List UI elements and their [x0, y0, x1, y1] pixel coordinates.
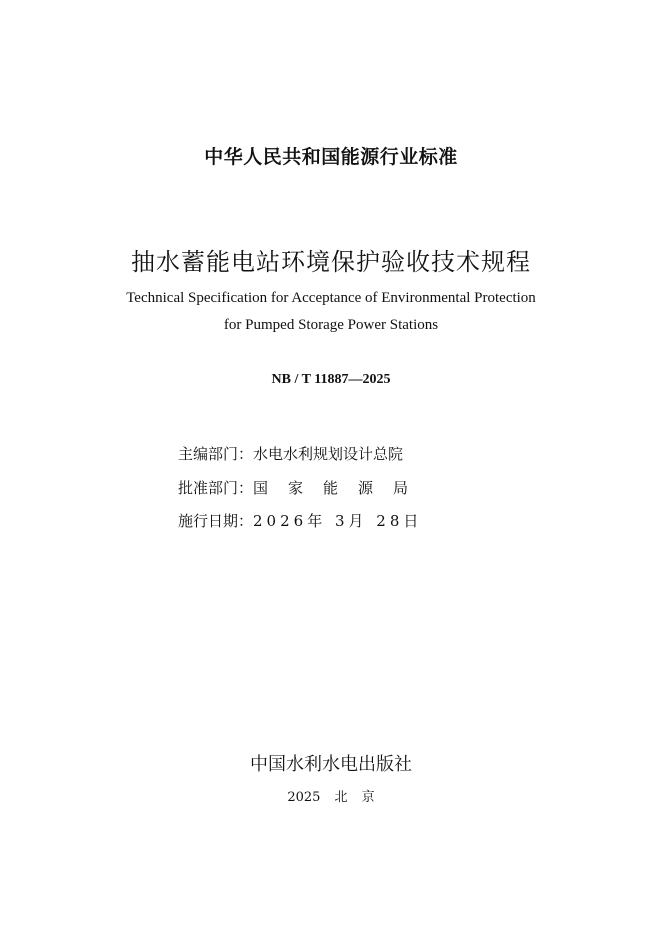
- publisher-name: 中国水利水电出版社: [250, 754, 412, 775]
- approver-row: [178, 477, 428, 498]
- document-title-chinese: 抽水蓄能电站环境保护验收技术规程: [131, 248, 531, 276]
- standard-number: NB / T 11887—2025: [271, 372, 391, 387]
- editor-value: 水电水利规划设计总院: [253, 445, 404, 463]
- document-title-english-line-1: Technical Specification for Acceptance of Environmental Protection: [126, 290, 536, 306]
- publication-city: 北 京: [334, 790, 375, 805]
- effective-date-row: [178, 510, 422, 531]
- effective-date-value: 2026年 3月 28日: [253, 512, 423, 530]
- editor-label: 主编部门：: [178, 445, 254, 463]
- editor-row: [178, 443, 403, 464]
- standard-category: 中华人民共和国能源行业标准: [204, 146, 458, 168]
- document-title-english-line-2: for Pumped Storage Power Stations: [223, 317, 439, 333]
- effective-date-label: 施行日期：: [178, 512, 254, 530]
- approver-value: 国家能源局: [253, 479, 429, 497]
- approver-label: 批准部门：: [178, 479, 254, 497]
- publication-year: 2025: [287, 790, 321, 805]
- publication-line: [0, 786, 662, 805]
